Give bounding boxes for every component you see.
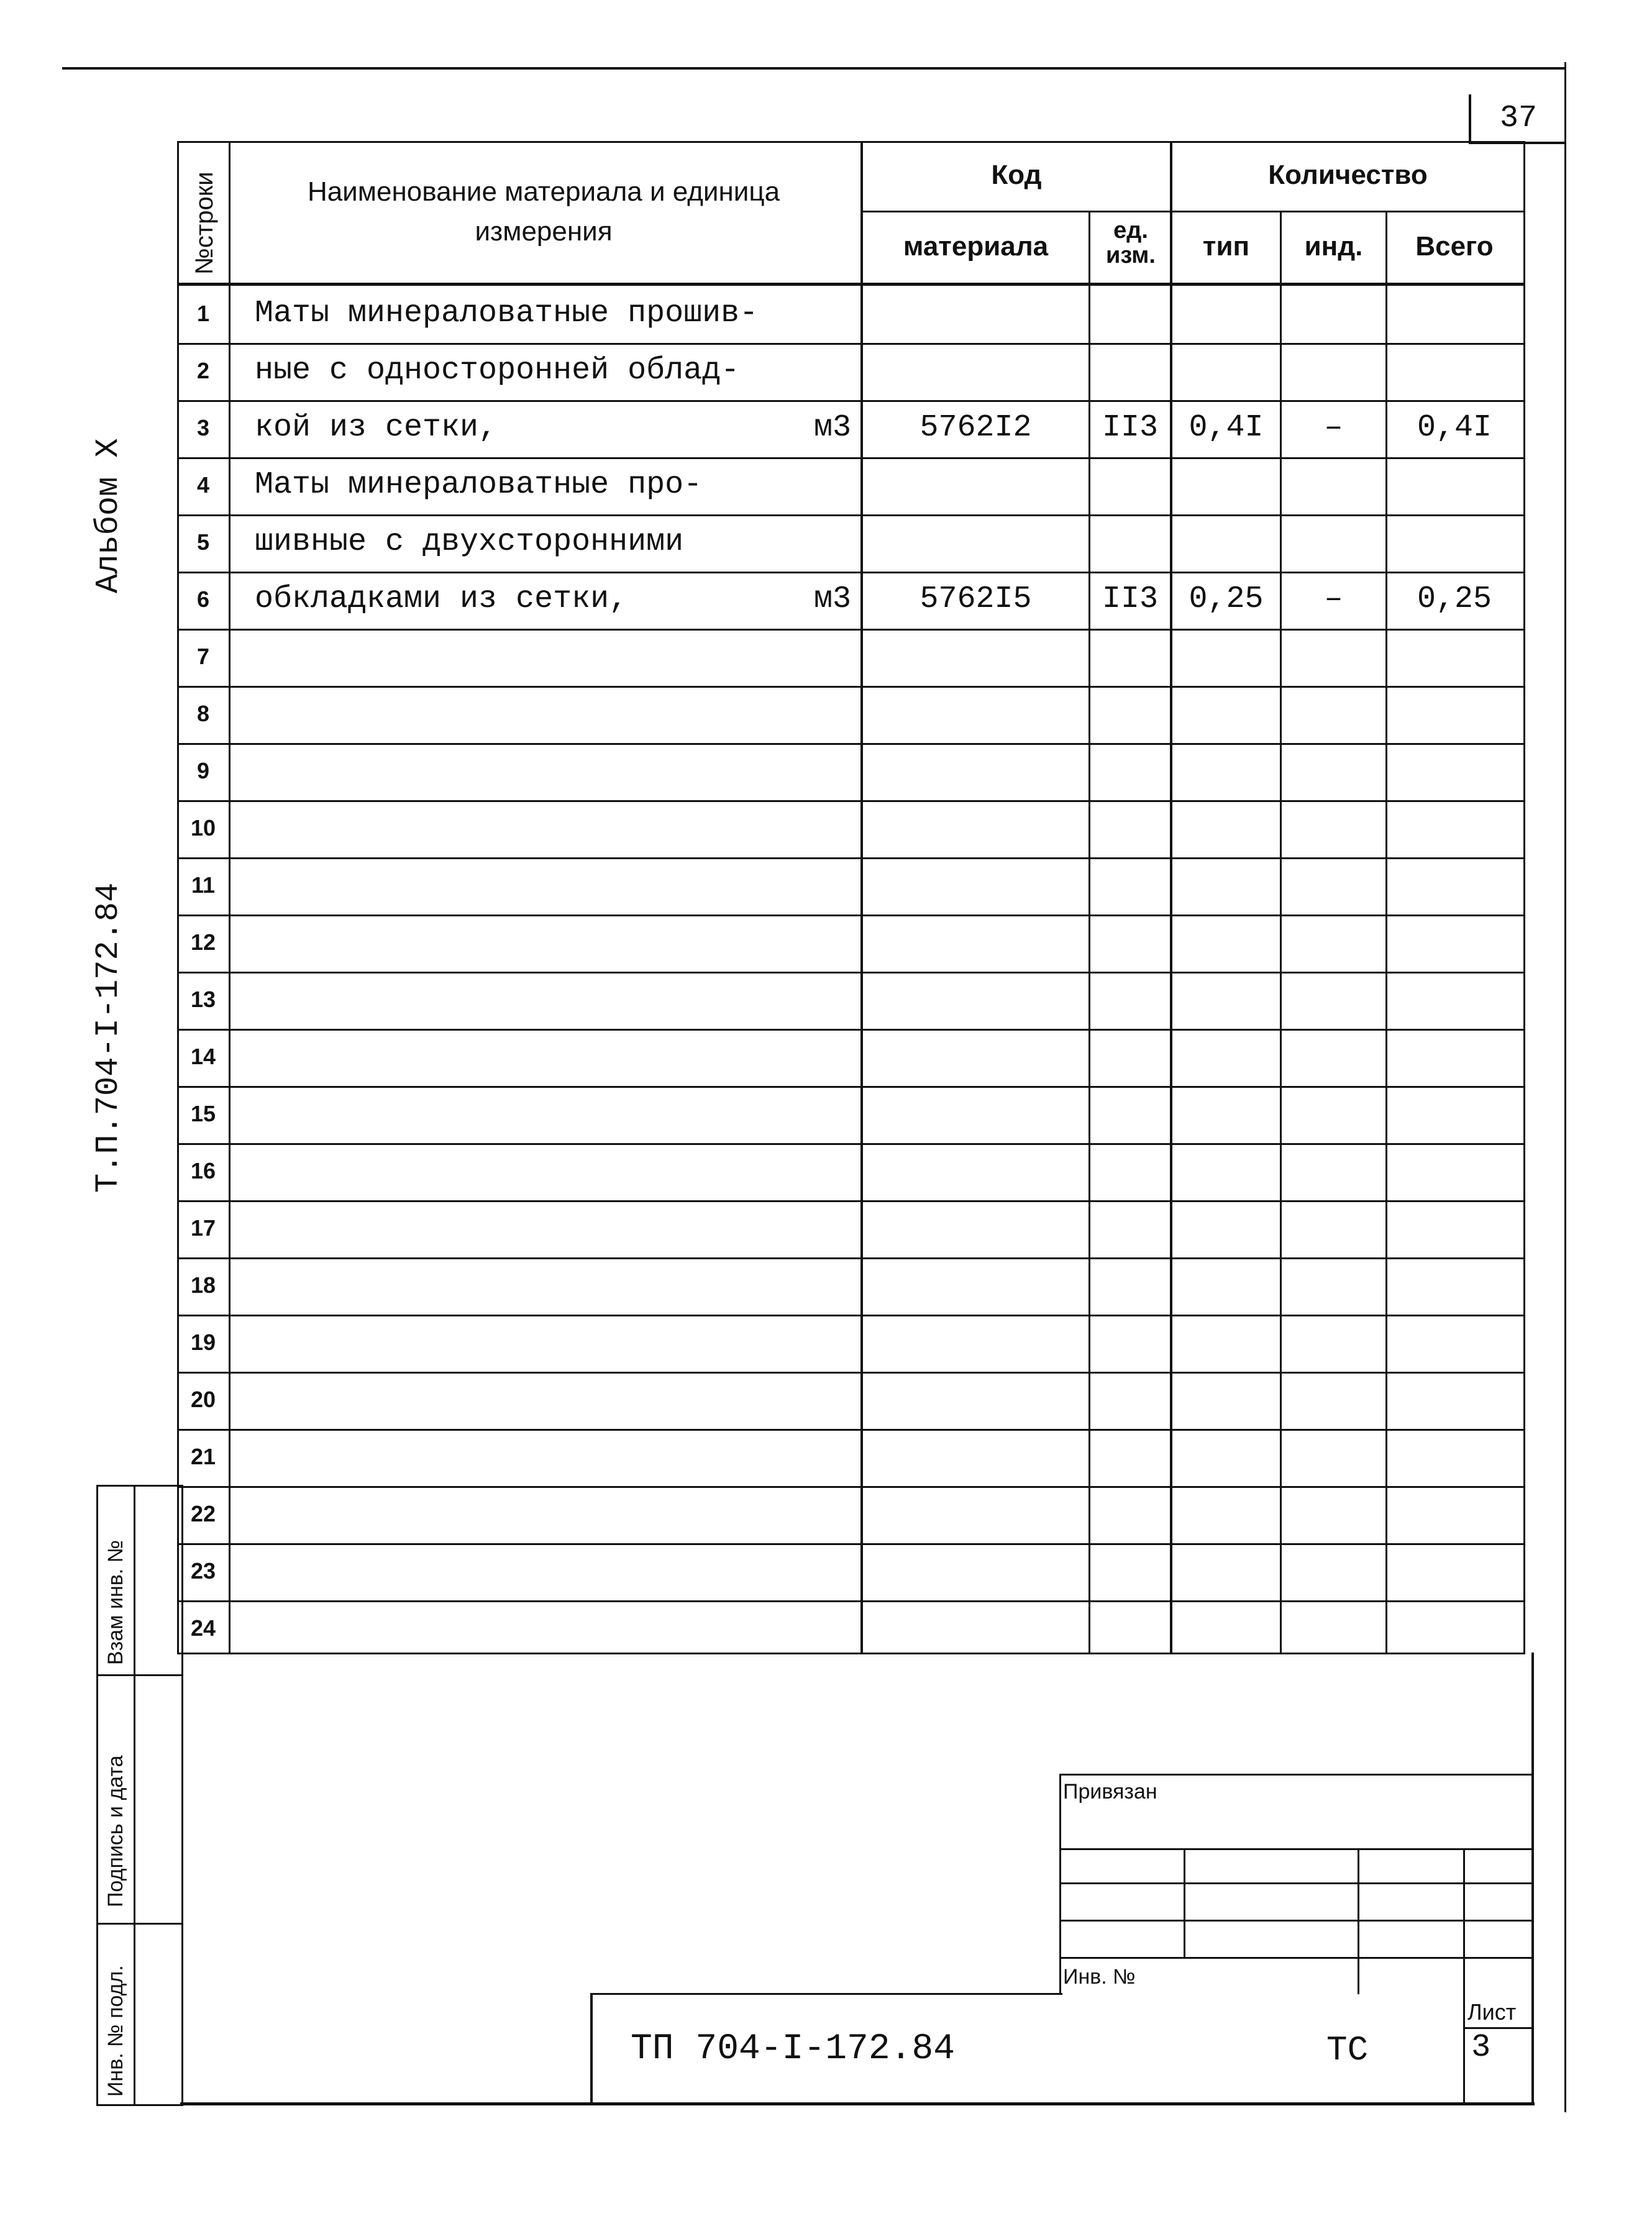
row-quantity-total: 0,25: [1417, 581, 1492, 617]
row-quantity-ind: –: [1324, 410, 1343, 445]
row-number: 10: [190, 815, 216, 841]
label-inv-no: Инв. №: [1063, 1965, 1136, 1989]
row-number: 7: [196, 644, 210, 669]
stamp-vzam-inv: Взам инв. №: [104, 1539, 127, 1665]
row-number: 5: [196, 529, 210, 555]
header-code: Код: [991, 160, 1042, 190]
sheet-value: 3: [1471, 2029, 1491, 2066]
stamp-signature-date: Подпись и дата: [104, 1755, 127, 1907]
header-name: Наименование материала и единица измерения: [307, 176, 780, 247]
sheet-number: 37: [1499, 101, 1537, 136]
row-number: 14: [190, 1044, 216, 1069]
row-number: 20: [190, 1387, 216, 1412]
row-unit-code: II3: [1102, 581, 1158, 617]
header-code-unit: ед. изм.: [1106, 217, 1156, 268]
right-edge-line: [1564, 62, 1566, 2112]
row-quantity-type: 0,25: [1189, 581, 1264, 617]
row-number: 2: [196, 358, 210, 383]
sheet-label: Лист: [1467, 1999, 1517, 2025]
row-number: 17: [190, 1215, 216, 1241]
row-number: 4: [196, 472, 210, 498]
row-material-name: кой из сетки,: [255, 410, 498, 445]
row-number: 3: [196, 415, 210, 440]
header-row-number: №строки: [191, 171, 218, 275]
row-material-name: Маты минераловатные про-: [255, 467, 703, 503]
row-material-name: ные с односторонней облад-: [255, 353, 740, 388]
sheet-number-box: [1469, 94, 1566, 144]
row-number: 19: [190, 1329, 216, 1355]
row-unit-label: м3: [813, 581, 851, 617]
row-material-name: Маты минераловатные прошив-: [255, 296, 759, 331]
row-quantity-total: 0,4I: [1417, 410, 1492, 445]
document-mark: ТС: [1326, 2030, 1369, 2070]
header-quantity-total: Всего: [1415, 231, 1494, 262]
margin-document-code: Т.П.704-I-172.84: [90, 882, 127, 1193]
row-material-name: шивные с двухсторонними: [255, 524, 684, 560]
row-number: 23: [190, 1558, 216, 1584]
row-quantity-ind: –: [1324, 581, 1343, 617]
row-number: 6: [196, 586, 210, 612]
row-number: 11: [191, 872, 216, 898]
row-number: 15: [190, 1101, 216, 1126]
top-border-line: [62, 67, 1566, 70]
side-stamp: [96, 1485, 183, 2106]
row-number: 9: [196, 758, 210, 783]
header-quantity-type: тип: [1202, 231, 1250, 262]
specification-table: [177, 141, 1525, 1654]
row-number: 22: [190, 1501, 216, 1526]
row-unit-code: II3: [1102, 410, 1158, 445]
row-number: 1: [196, 301, 210, 326]
row-material-name: обкладками из сетки,: [255, 581, 628, 617]
row-material-code: 5762I2: [920, 410, 1032, 445]
row-number: 21: [190, 1444, 216, 1469]
header-quantity-ind: инд.: [1304, 231, 1363, 262]
header-code-material: материала: [903, 231, 1049, 262]
row-quantity-type: 0,4I: [1189, 410, 1264, 445]
stamp-inv-podl: Инв. № подл.: [104, 1965, 127, 2097]
row-number: 18: [190, 1272, 216, 1298]
row-number: 8: [196, 701, 210, 726]
row-number: 16: [190, 1158, 216, 1183]
row-number: 13: [190, 987, 216, 1012]
row-number: 24: [190, 1615, 216, 1641]
label-privyazan: Привязан: [1063, 1780, 1157, 1804]
document-code: ТП 704-I-172.84: [631, 2029, 956, 2069]
row-unit-label: м3: [813, 410, 851, 445]
row-material-code: 5762I5: [920, 581, 1032, 617]
main-title-block: [590, 1993, 1533, 2105]
margin-album-label: Альбом X: [90, 438, 127, 593]
row-number: 12: [190, 929, 216, 955]
header-quantity: Количество: [1268, 160, 1428, 190]
